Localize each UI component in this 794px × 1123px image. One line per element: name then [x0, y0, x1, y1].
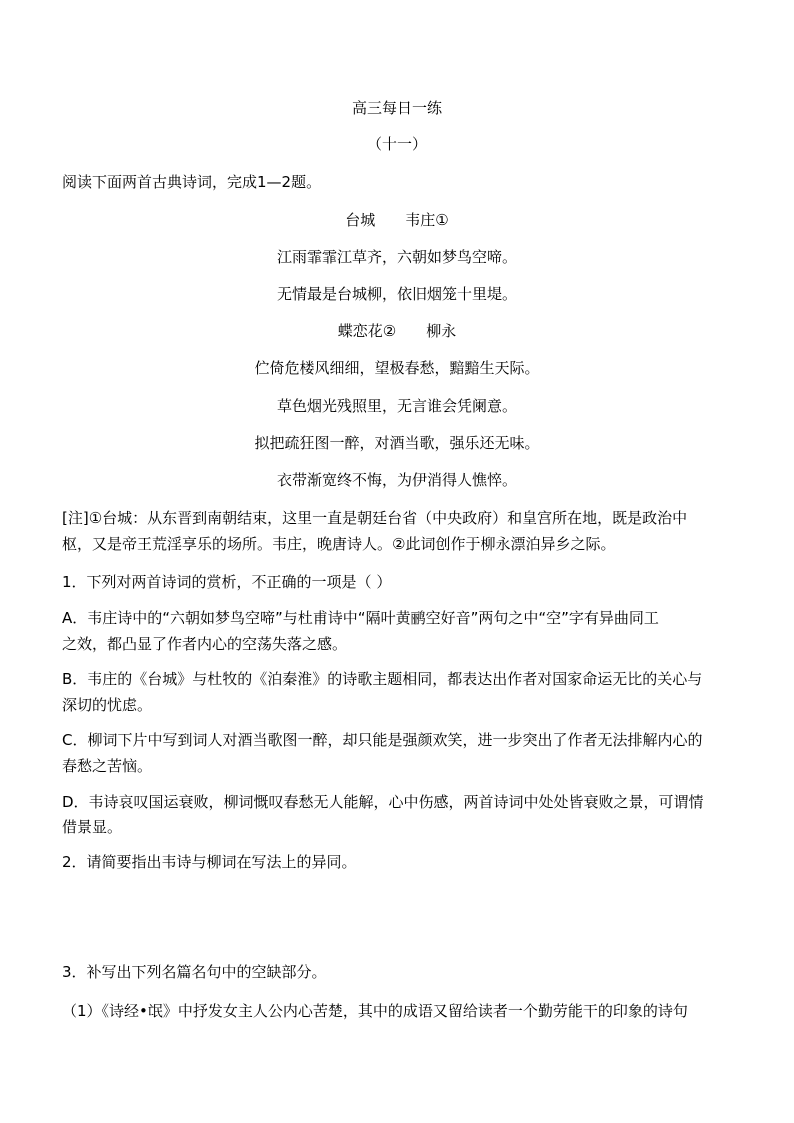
note-line: 枢，又是帝王荒淫享乐的场所。韦庄，晚唐诗人。②此词创作于柳永漂泊异乡之际。: [62, 535, 616, 553]
poem2-heading: [0, 321, 794, 341]
poem1-line: 江雨霏霏江草齐，六朝如梦鸟空啼。: [276, 248, 517, 266]
page-subtitle: （十一）: [366, 135, 427, 153]
option-b-line: 深切的忧虑。: [62, 696, 153, 714]
poem1-line: 无情最是台城柳，依旧烟笼十里堤。: [276, 285, 517, 303]
poem2-line: 拟把疏狂图一醉，对酒当歌，强乐还无味。: [254, 434, 540, 452]
option-c-line: 春愁之苦恼。: [62, 757, 153, 775]
poem2-line: 草色烟光残照里，无言谁会凭阑意。: [276, 397, 517, 415]
instruction: 阅读下面两首古典诗词，完成1—2题。: [62, 173, 322, 191]
option-d-line: 借景显。: [62, 818, 123, 836]
poem1-author: 韦庄①: [405, 211, 449, 229]
poem2-line: 衣带渐宽终不悔，为伊消得人憔悴。: [276, 471, 517, 489]
option-b-line: B．韦庄的《台城》与杜牧的《泊秦淮》的诗歌主题相同，都表达出作者对国家命运无比的关心与: [62, 670, 703, 688]
question-3-item-1: （1）《诗经•氓》中抒发女主人公内心苦楚，其中的成语又留给读者一个勤劳能干的印象的诗句: [62, 1002, 688, 1020]
option-d-line: D．韦诗哀叹国运衰败，柳词慨叹春愁无人能解，心中伤感，两首诗词中处处皆衰败之景，可谓情: [62, 793, 704, 811]
option-c-line: C．柳词下片中写到词人对酒当歌图一醉，却只能是强颜欢笑，进一步突出了作者无法排解内心的: [62, 731, 703, 749]
question-3-stem: 3．补写出下列名篇名句中的空缺部分。: [62, 963, 327, 981]
poem1-heading: [0, 210, 794, 230]
poem2-title: 蝶恋花②: [337, 322, 397, 340]
option-a-line: 之效，都凸显了作者内心的空荡失落之感。: [62, 635, 348, 653]
poem2-line: 伫倚危楼风细细，望极春愁，黯黯生天际。: [254, 359, 540, 377]
option-a-line: A．韦庄诗中的“六朝如梦鸟空啼”与杜甫诗中“隔叶黄鹂空好音”两句之中“空”字有异曲同工: [62, 609, 659, 627]
question-2: 2．请简要指出韦诗与柳词在写法上的异同。: [62, 853, 357, 871]
question-1-stem: 1．下列对两首诗词的赏析，不正确的一项是（ ）: [62, 573, 392, 591]
note-line: [注]①台城：从东晋到南朝结束，这里一直是朝廷台省（中央政府）和皇宫所在地，既是政治中: [62, 509, 688, 527]
page-title: 高三每日一练: [351, 99, 442, 117]
poem2-author: 柳永: [426, 322, 457, 340]
poem1-title: 台城: [345, 211, 376, 229]
